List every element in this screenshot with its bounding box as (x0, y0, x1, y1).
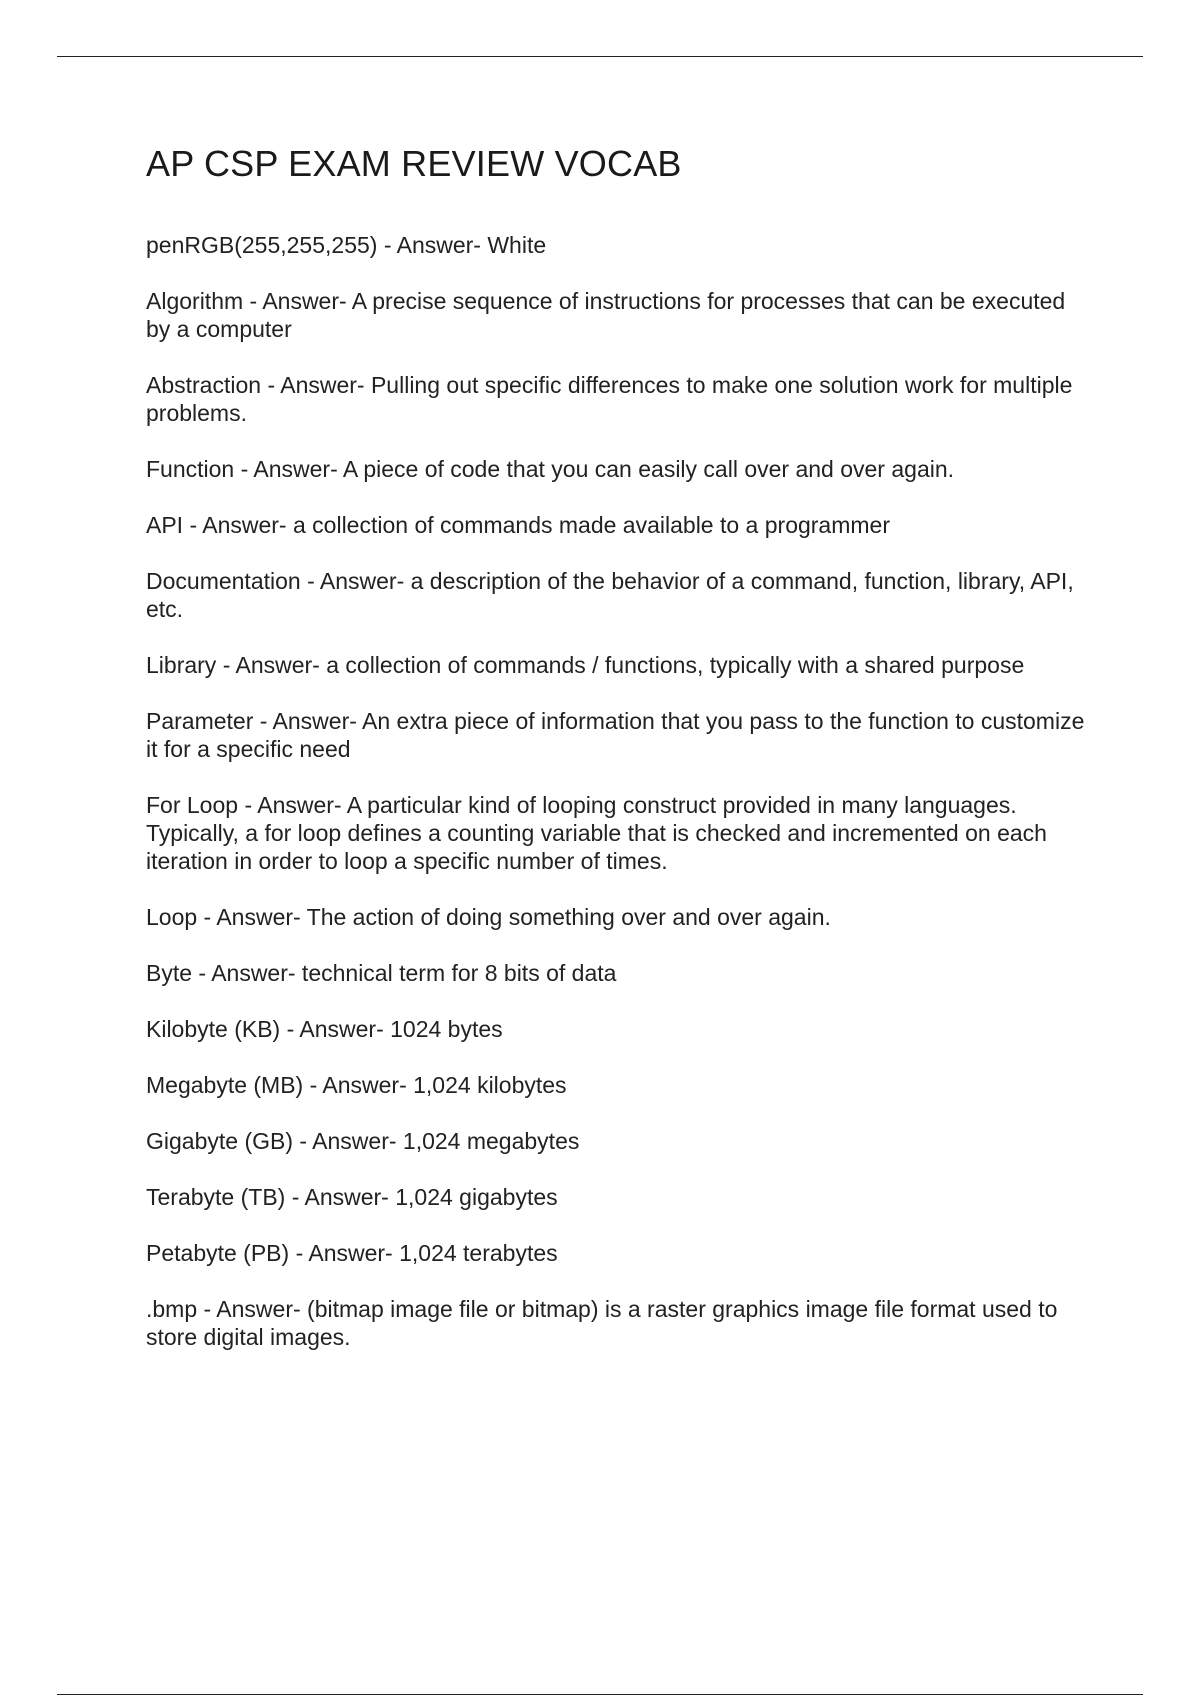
vocab-entry: Gigabyte (GB) - Answer- 1,024 megabytes (146, 1128, 580, 1155)
vocab-entry: Parameter - Answer- An extra piece of information that you pass to the function to customize it for a specific need (146, 708, 1085, 763)
vocab-list (146, 231, 1086, 1351)
vocab-entry: Documentation - Answer- a description of the behavior of a command, function, library, API, etc. (146, 568, 1074, 623)
vocab-entry: API - Answer- a collection of commands made available to a programmer (146, 512, 890, 539)
vocab-entry: Function - Answer- A piece of code that you can easily call over and over again. (146, 456, 955, 483)
vocab-entry: Petabyte (PB) - Answer- 1,024 terabytes (146, 1240, 558, 1267)
vocab-entry: For Loop - Answer- A particular kind of looping construct provided in many languages. Typically, a for loop defines a counting variable that is checked and incremented on each iteration in order to loop a specific number of times. (146, 792, 1047, 875)
vocab-entry: Byte - Answer- technical term for 8 bits of data (146, 960, 617, 987)
vocab-entry: .bmp - Answer- (bitmap image file or bitmap) is a raster graphics image file format used to store digital images. (146, 1296, 1058, 1351)
page-title: AP CSP EXAM REVIEW VOCAB (146, 143, 682, 184)
top-rule (57, 56, 1143, 57)
vocab-entry: Algorithm - Answer- A precise sequence of instructions for processes that can be executed by a computer (146, 288, 1066, 343)
vocab-entry: Kilobyte (KB) - Answer- 1024 bytes (146, 1016, 503, 1043)
vocab-entry: penRGB(255,255,255) - Answer- White (146, 232, 547, 259)
vocab-entry: Library - Answer- a collection of commands / functions, typically with a shared purpose (146, 652, 1025, 679)
vocab-entry: Megabyte (MB) - Answer- 1,024 kilobytes (146, 1072, 567, 1099)
document-body (146, 142, 1086, 1379)
vocab-entry: Terabyte (TB) - Answer- 1,024 gigabytes (146, 1184, 558, 1211)
bottom-rule (57, 1694, 1143, 1695)
vocab-entry: Loop - Answer- The action of doing something over and over again. (146, 904, 831, 931)
vocab-entry: Abstraction - Answer- Pulling out specific differences to make one solution work for multiple problems. (146, 372, 1073, 427)
